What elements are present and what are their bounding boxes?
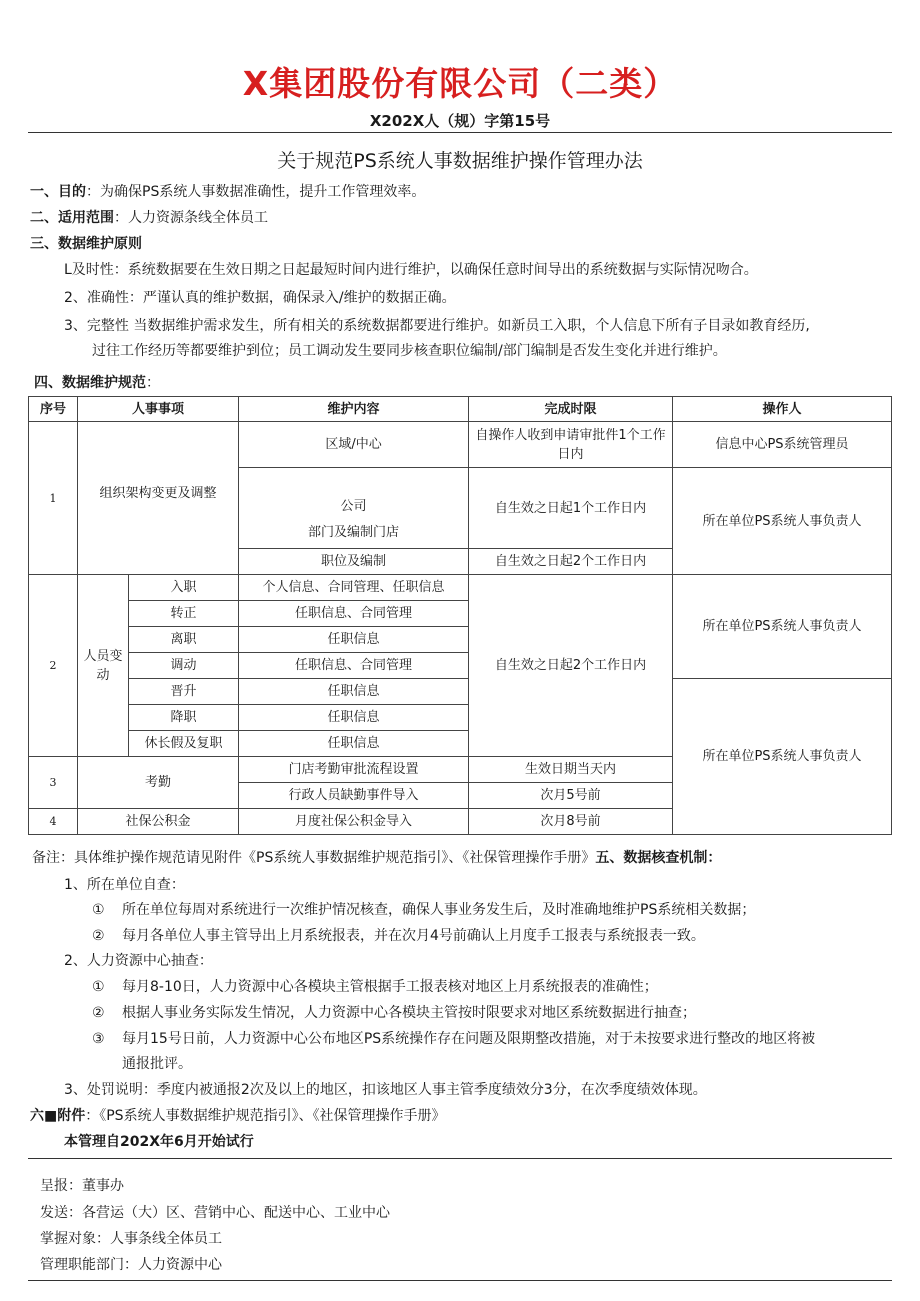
g2-deadline: 自生效之日起2个工作日内 — [469, 575, 673, 757]
g2-seq: 2 — [29, 575, 78, 757]
g2-content: 任职信息 — [239, 731, 469, 757]
table-row — [29, 422, 892, 468]
check-self-item-text: 所在单位每周对系统进行一次维护情况核查，确保人事业务发生后，及时准确地维护PS系统相关数据； — [122, 902, 756, 918]
g3-r2-deadline: 次月5号前 — [469, 783, 673, 809]
g1-seq: 1 — [29, 422, 78, 575]
table-row — [29, 575, 892, 601]
mark: ② — [92, 1005, 105, 1021]
g4-content: 月度社保公积金导入 — [239, 809, 469, 835]
section-attachment-text: ：《PS系统人事数据维护规范指引》、《社保管理操作手册》 — [85, 1108, 446, 1124]
check-hr-item-text: 每月15号日前，人力资源中心公布地区PS系统操作存在问题及限期整改措施，对于未按要求进行整改的地区将被 — [122, 1031, 816, 1047]
g1-item: 组织架构变更及调整 — [78, 422, 239, 575]
section-scope-label: 二、适用范围 — [30, 210, 114, 226]
r2-deadline: 自生效之日起1个工作日内 — [469, 468, 673, 549]
g3-r2-content: 行政人员缺勤事件导入 — [239, 783, 469, 809]
header-seq: 序号 — [29, 397, 78, 422]
g4-item: 社保公积金 — [78, 809, 239, 835]
section-norms-colon: ： — [146, 375, 160, 391]
g4-seq: 4 — [29, 809, 78, 835]
header-item: 人事事项 — [78, 397, 239, 422]
r1-operator: 信息中心PS系统管理员 — [673, 422, 892, 468]
footer-dept: 管理职能部门：人力资源中心 — [40, 1257, 222, 1273]
r2-content — [239, 468, 469, 549]
section-purpose — [30, 182, 425, 202]
g3-item: 考勤 — [78, 757, 239, 809]
company-name: X集团股份有限公司（二类） — [242, 64, 678, 103]
g2-sub: 离职 — [129, 627, 239, 653]
footer-report: 呈报：董事办 — [40, 1178, 124, 1194]
section-scope — [30, 208, 268, 228]
g2-content: 任职信息 — [239, 705, 469, 731]
header-operator: 操作人 — [673, 397, 892, 422]
r1-deadline: 自操作人收到申请审批件1个工作日内 — [469, 422, 673, 468]
r3-deadline: 自生效之日起2个工作日内 — [469, 549, 673, 575]
check-hr-item-text: 每月8-10日，人力资源中心各模块主管根据手工报表核对地区上月系统报表的准确性； — [122, 979, 658, 995]
r2-content-a: 公司 — [340, 499, 367, 514]
document-title: 关于规范PS系统人事数据维护操作管理办法 — [277, 150, 643, 172]
penalty-note: 3、处罚说明：季度内被通报2次及以上的地区，扣该地区人事主管季度绩效分3分，在次季度绩效体现。 — [64, 1082, 707, 1098]
mark: ① — [92, 979, 105, 995]
table-row — [29, 679, 892, 705]
header-deadline: 完成时限 — [469, 397, 673, 422]
check-self: 1、所在单位自查： — [64, 877, 185, 893]
section-norms — [34, 373, 160, 393]
g3-r1-deadline: 生效日期当天内 — [469, 757, 673, 783]
section-attachment — [30, 1106, 446, 1126]
check-hr-item — [92, 1029, 815, 1049]
g2-content: 任职信息 — [239, 679, 469, 705]
principle-completeness-cont: 过往工作经历等都要维护到位；员工调动发生要同步核查职位编制/部门编制是否发生变化并进行维护。 — [92, 343, 727, 359]
g3-seq: 3 — [29, 757, 78, 809]
g2-sub: 降职 — [129, 705, 239, 731]
g2-item: 人员变动 — [78, 575, 129, 757]
g2-sub: 晋升 — [129, 679, 239, 705]
remark-text: 备注：具体维护操作规范请见附件《PS系统人事数据维护规范指引》、《社保管理操作手册》 — [32, 850, 596, 866]
section-attachment-label: 六■附件 — [30, 1108, 86, 1124]
g2-content: 任职信息 — [239, 627, 469, 653]
table-header-row — [29, 397, 892, 422]
g2-operator-a: 所在单位PS系统人事负责人 — [673, 575, 892, 679]
section-norms-label: 四、数据维护规范 — [34, 375, 146, 391]
check-self-item — [92, 900, 755, 920]
g2-content: 任职信息、合同管理 — [239, 653, 469, 679]
check-self-item — [92, 926, 705, 946]
section-principles-label: 三、数据维护原则 — [30, 236, 142, 252]
maintenance-spec-table — [28, 396, 892, 835]
r3-content: 职位及编制 — [239, 549, 469, 575]
g2-sub: 转正 — [129, 601, 239, 627]
footer-bottom-divider — [28, 1280, 892, 1281]
section-purpose-label: 一、目的 — [30, 184, 86, 200]
g2-operator-b: 所在单位PS系统人事负责人 — [673, 679, 892, 835]
principle-completeness: 3、完整性 当数据维护需求发生，所有相关的系统数据都要进行维护。如新员工入职，个人信息下所有子目录如教育经历, — [64, 318, 810, 334]
g2-content: 任职信息、合同管理 — [239, 601, 469, 627]
footer-grasp: 掌握对象：人事条线全体员工 — [40, 1231, 222, 1247]
check-hr-item-cont: 通报批评。 — [122, 1056, 192, 1072]
header-divider — [28, 132, 892, 133]
check-hr-item-text: 根据人事业务实际发生情况，人力资源中心各模块主管按时限要求对地区系统数据进行抽查； — [122, 1005, 696, 1021]
g2-sub: 休长假及复职 — [129, 731, 239, 757]
g4-deadline: 次月8号前 — [469, 809, 673, 835]
check-hr-item — [92, 1003, 696, 1023]
r2-operator: 所在单位PS系统人事负责人 — [673, 468, 892, 575]
section-scope-text: ：人力资源条线全体员工 — [114, 210, 268, 226]
r1-content: 区域/中心 — [239, 422, 469, 468]
check-hr-item — [92, 977, 658, 997]
trial-note: 本管理自202X年6月开始试行 — [64, 1134, 254, 1150]
section-purpose-text: ：为确保PS系统人事数据准确性，提升工作管理效率。 — [86, 184, 426, 200]
header-content: 维护内容 — [239, 397, 469, 422]
mark: ① — [92, 902, 105, 918]
mark: ③ — [92, 1031, 105, 1047]
g2-content: 个人信息、合同管理、任职信息 — [239, 575, 469, 601]
remark-line — [32, 848, 721, 868]
principle-timeliness: L及时性：系统数据要在生效日期之日起最短时间内进行维护，以确保任意时间导出的系统数据与实际情况吻合。 — [64, 262, 758, 278]
principle-accuracy: 2、准确性：严谨认真的维护数据，确保录入/维护的数据正确。 — [64, 290, 456, 306]
mark: ② — [92, 928, 105, 944]
check-self-item-text: 每月各单位人事主管导出上月系统报表，并在次月4号前确认上月度手工报表与系统报表一致。 — [122, 928, 705, 944]
g3-r1-content: 门店考勤审批流程设置 — [239, 757, 469, 783]
r2-content-b: 部门及编制门店 — [308, 525, 400, 540]
g2-sub: 入职 — [129, 575, 239, 601]
document-number: X202X人（规）字第15号 — [369, 112, 551, 130]
check-hr: 2、人力资源中心抽查： — [64, 953, 213, 969]
footer-divider — [28, 1158, 892, 1159]
g2-sub: 调动 — [129, 653, 239, 679]
footer-send: 发送：各营运（大）区、营销中心、配送中心、工业中心 — [40, 1205, 390, 1221]
section-check-label: 五、数据核查机制： — [595, 850, 722, 866]
